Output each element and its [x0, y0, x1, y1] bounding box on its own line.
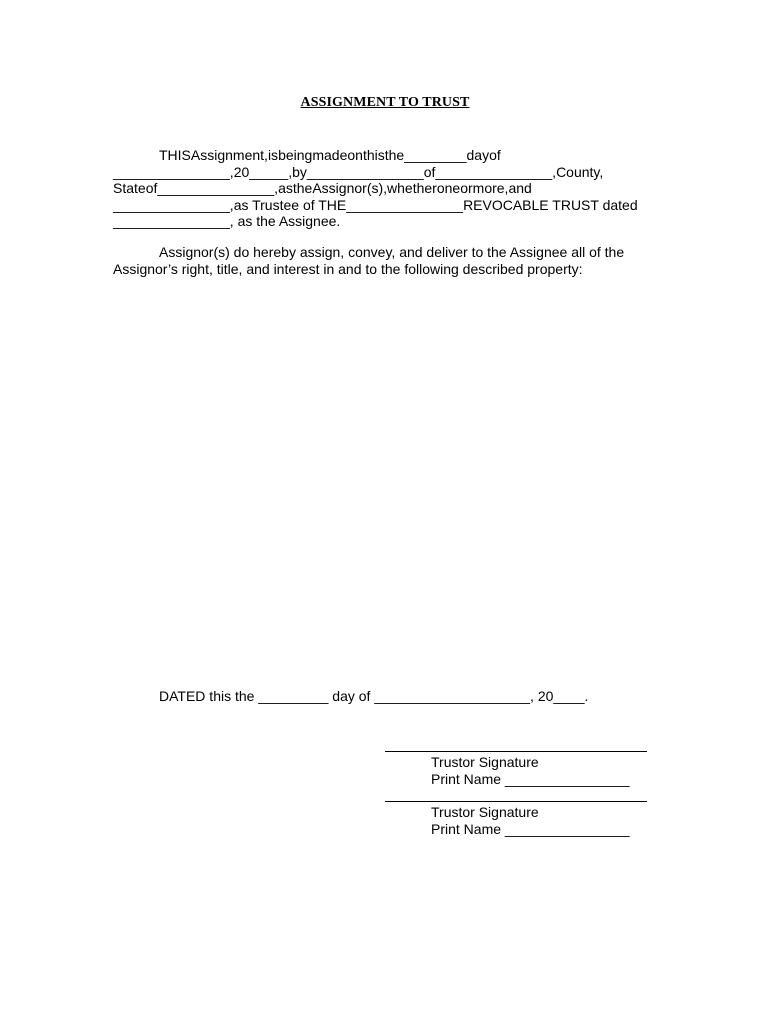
signature-label: Trustor Signature — [431, 804, 539, 820]
paragraph-word: of — [489, 147, 501, 163]
paragraph-word: 20_____, — [233, 163, 293, 180]
print-name-field[interactable]: Print Name ________________ — [431, 771, 630, 787]
paragraph-word: one — [436, 180, 461, 197]
print-name-field[interactable]: Print Name ________________ — [431, 821, 630, 837]
paragraph-word: ________ — [404, 147, 467, 163]
paragraph-word: THIS — [159, 147, 191, 163]
paragraph-word: or — [460, 180, 473, 197]
signature-line[interactable] — [385, 801, 647, 802]
paragraph2-line2: Assignor’s right, title, and interest in and to the following described property: — [113, 260, 583, 277]
signature-line[interactable] — [385, 751, 647, 752]
document-title: ASSIGNMENT TO TRUST — [300, 95, 470, 110]
paragraph-word: being — [278, 147, 313, 163]
paragraph-word: REVOCABLE TRUST dated — [463, 196, 638, 213]
paragraph-word: as — [278, 180, 293, 197]
paragraph1-line1 — [113, 147, 657, 164]
paragraph-word: day — [466, 147, 490, 163]
paragraph-word: of — [145, 180, 158, 197]
signature-label: Trustor Signature — [431, 754, 539, 770]
paragraph-word: County, — [556, 163, 604, 180]
paragraph-word: by — [292, 163, 307, 180]
assignment-paragraph — [113, 147, 657, 230]
paragraph-word: whether — [387, 180, 437, 197]
paragraph-word: Assignor(s), — [312, 180, 388, 197]
paragraph-word: _______________ — [346, 196, 464, 213]
paragraph-word: the — [292, 180, 313, 197]
paragraph-word: is — [267, 147, 279, 163]
paragraph2-line1: Assignor(s) do hereby assign, convey, and deliver to the Assignee all of the — [159, 244, 625, 260]
paragraph1-line5: _______________, as the Assignee. — [113, 213, 341, 230]
paragraph-word: _______________, — [435, 163, 557, 180]
paragraph-word: _______________, — [113, 163, 234, 180]
paragraph-word: of — [423, 163, 436, 180]
paragraph-word: _______________ — [306, 163, 424, 180]
paragraph1-line3 — [113, 180, 657, 197]
paragraph-word: on — [347, 147, 363, 163]
paragraph-word: this — [362, 147, 385, 163]
paragraph-word: _______________, — [113, 196, 234, 213]
paragraph-word: made — [312, 147, 348, 163]
conveyance-paragraph — [113, 244, 657, 277]
paragraph-word: more, — [472, 180, 509, 197]
paragraph-word: the — [384, 147, 405, 163]
paragraph-word: _______________, — [157, 180, 279, 197]
paragraph-word: State — [113, 180, 146, 197]
dated-line: DATED this the _________ day of ____________________, 20____. — [159, 688, 589, 704]
paragraph-word: and — [508, 180, 532, 197]
paragraph-word: as Trustee of THE — [233, 196, 347, 213]
paragraph-word: Assignment, — [190, 147, 268, 163]
paragraph1-line2 — [113, 164, 657, 181]
paragraph1-line4 — [113, 197, 657, 214]
